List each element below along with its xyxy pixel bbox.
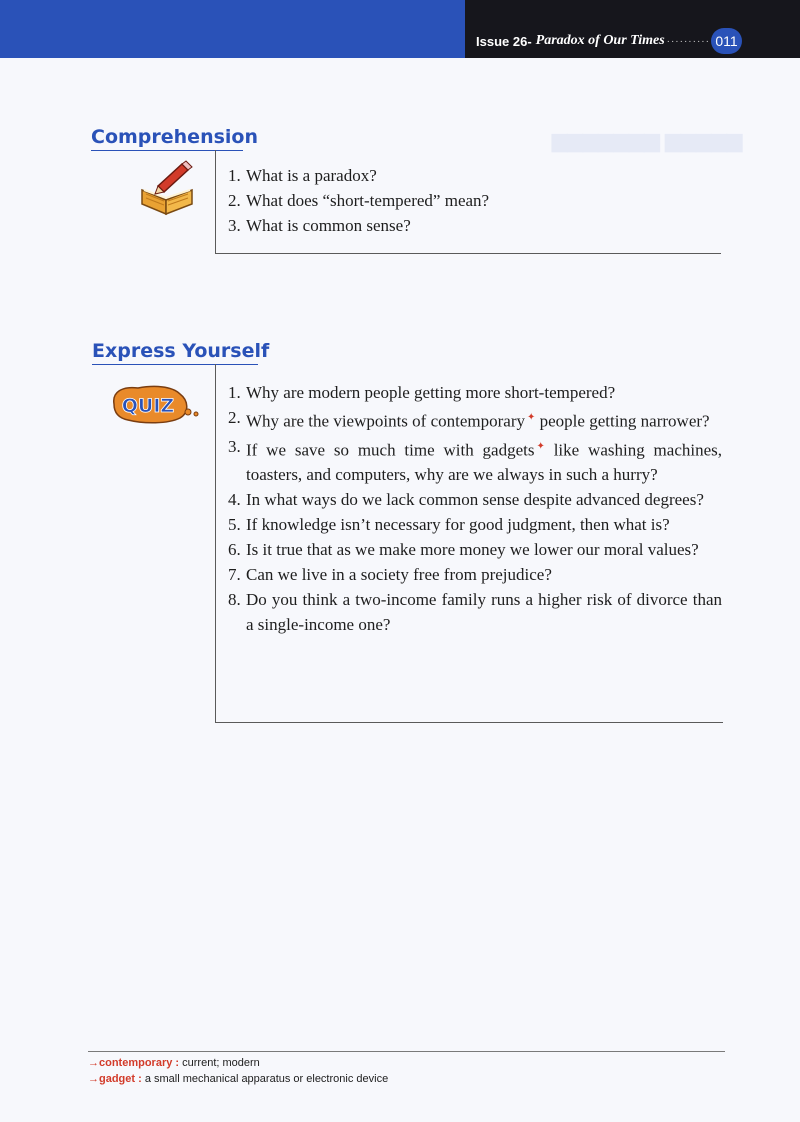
question-number: 5. [228,515,241,535]
express-box-bottom-border [215,722,723,723]
quiz-icon-label: QUIZ [121,395,175,417]
question-number: 3. [228,216,241,235]
question-number: 2. [228,191,241,210]
list-item [228,487,722,512]
question-text: What does “short-tempered” mean? [246,191,490,210]
page-number-badge: 011 [711,28,742,54]
question-text-part: Why are the viewpoints of contemporary [246,411,525,431]
glossary-definition: a small mechanical apparatus or electronic device [144,1073,389,1085]
glossary-definition: current; modern [182,1057,260,1069]
glossary-entry-gadget [88,1073,388,1085]
comprehension-box-left-border [215,150,216,254]
question-text: Do you think a two-income family runs a higher risk of divorce than a single-income one? [246,590,722,635]
list-item [228,434,722,488]
question-number: 8. [228,590,241,610]
question-text: What is common sense? [246,216,411,235]
question-text-part: If we save so much time with gadgets [246,440,535,460]
question-number: 1. [228,383,241,402]
question-text-part: people getting narrower? [535,411,710,431]
glossary-divider [88,1051,725,1052]
question-text: If knowledge isn’t necessary for good judgment, then what is? [246,515,670,535]
express-yourself-title: Express Yourself [92,340,270,362]
question-number: 4. [228,490,241,510]
question-text: Why are modern people getting more short-tempered? [246,383,616,402]
glossary-marker-icon: ✦ [536,440,545,452]
list-item [228,537,722,562]
list-item [228,163,708,188]
question-number: 2. [228,408,241,427]
glossary-separator: : [172,1057,183,1069]
express-box-left-border [215,364,216,723]
show-through-heading: ▆▆▆▆▆ ▆▆▆▆▆▆▆ [552,130,743,152]
glossary-marker-icon: ✦ [527,412,536,423]
book-pencil-icon [138,160,196,216]
arrow-icon: → [88,1073,99,1085]
question-text: In what ways do we lack common sense despite advanced degrees? [246,490,704,510]
comprehension-title: Comprehension [91,126,258,148]
express-question-list [228,380,722,637]
glossary-separator: : [135,1073,145,1085]
question-number: 7. [228,565,241,585]
list-item [228,188,708,213]
question-text: What is a paradox? [246,166,377,185]
question-text-part: like washing machines, toasters, and computers, why are we always in such a hurry? [246,440,722,485]
list-item [228,587,722,637]
list-item [228,562,722,587]
list-item [228,380,722,405]
express-title-underline [92,364,258,365]
question-text [246,434,722,488]
question-number: 3. [228,436,241,456]
header-dots: ·········· [666,35,710,47]
question-text: Is it true that as we make more money we lower our moral values? [246,540,699,560]
header-title: Paradox of Our Times [535,33,665,48]
comprehension-title-underline [91,150,243,151]
glossary-term: gadget [99,1073,136,1085]
list-item [228,512,722,537]
arrow-icon: → [88,1057,99,1069]
header-issue: Issue 26- [476,33,532,49]
question-number: 6. [228,540,241,560]
header-blue-bar [0,0,465,58]
list-item [228,213,708,238]
comprehension-box-bottom-border [215,253,721,254]
question-number: 1. [228,166,241,185]
comprehension-question-list [228,163,708,238]
quiz-icon [108,382,204,426]
glossary-entry-contemporary [88,1057,260,1069]
question-text: Can we live in a society free from prejudice? [246,565,552,585]
list-item [228,405,722,434]
glossary-term: contemporary [99,1057,173,1069]
question-text [246,405,722,434]
header-issue-title [476,30,710,52]
